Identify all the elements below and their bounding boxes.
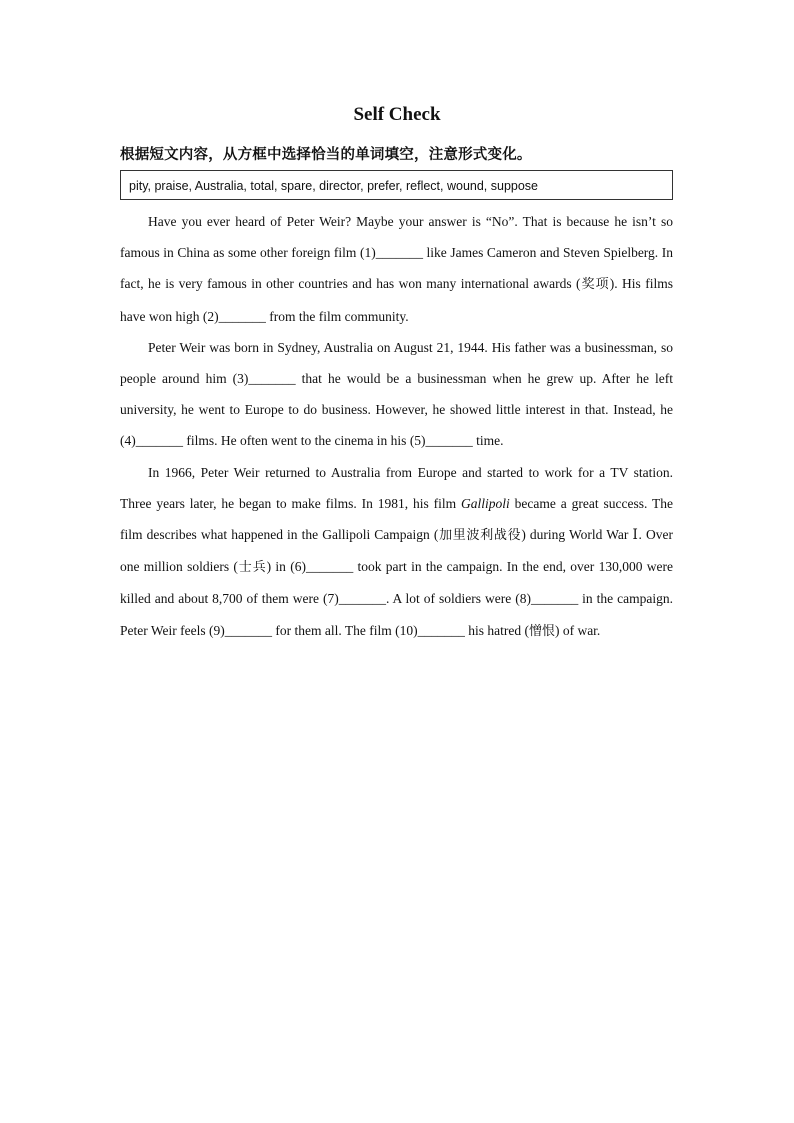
paragraph-1-text-end: ). His films have won high (2)_______ from the film community. — [120, 276, 673, 324]
paragraph-3-text-d: ) in (6)_______ took part in the campaign. In the end, over 130,000 were killed and about 8,700 of them were (7)_______. A lot of soldiers were (8)_______ in the campaign. Peter Weir feels (9)_______ for them all. The film (10)_______ his hatred ( — [120, 559, 673, 638]
paragraph-1 — [120, 206, 673, 332]
paragraph-2-text: Peter Weir was born in Sydney, Australia on August 21, 1944. His father was a businessman, so people around him (3)_______ that he would be a businessman when he grew up. After he left university, he went to Europe to do business. However, he showed little interest in that. Instead, he (4)_______ films. He often went to the cinema in his (5)_______ time. — [120, 339, 673, 449]
instruction-text: 根据短文内容，从方框中选择恰当的单词填空，注意形式变化。 — [120, 147, 532, 163]
chinese-gloss: 憎恨 — [528, 623, 555, 639]
film-title: Gallipoli — [461, 495, 510, 511]
paragraph-2 — [120, 332, 673, 457]
paragraph-3-text-a: In 1966, Peter Weir returned to Australia from Europe and started to work for a TV station. Three years later, he began to make films. In 1981, his film — [120, 464, 673, 511]
paragraph-3-text-c: ) during World War Ⅰ. Over one million soldiers ( — [120, 527, 673, 575]
chinese-gloss: 士兵 — [237, 560, 267, 576]
chinese-gloss: 奖项 — [580, 277, 610, 293]
paragraph-3 — [120, 457, 673, 647]
paragraph-1-text: Have you ever heard of Peter Weir? Maybe your answer is “No”. That is because he isn’t so famous in China as some other foreign film (1)_______ like James Cameron and Steven Spielberg. In fact, he is very famous in other countries and has won many international awards ( — [120, 214, 673, 292]
word-bank-box: pity, praise, Australia, total, spare, director, prefer, reflect, wound, suppose — [120, 170, 673, 200]
chinese-gloss: 加里波利战役 — [438, 528, 522, 544]
paragraph-3-text-e: ) of war. — [554, 622, 601, 638]
passage — [120, 206, 673, 647]
paragraph-3-text-b: became a great success. The film describes what happened in the Gallipoli Campaign ( — [120, 495, 673, 543]
page-title: Self Check — [353, 104, 441, 125]
